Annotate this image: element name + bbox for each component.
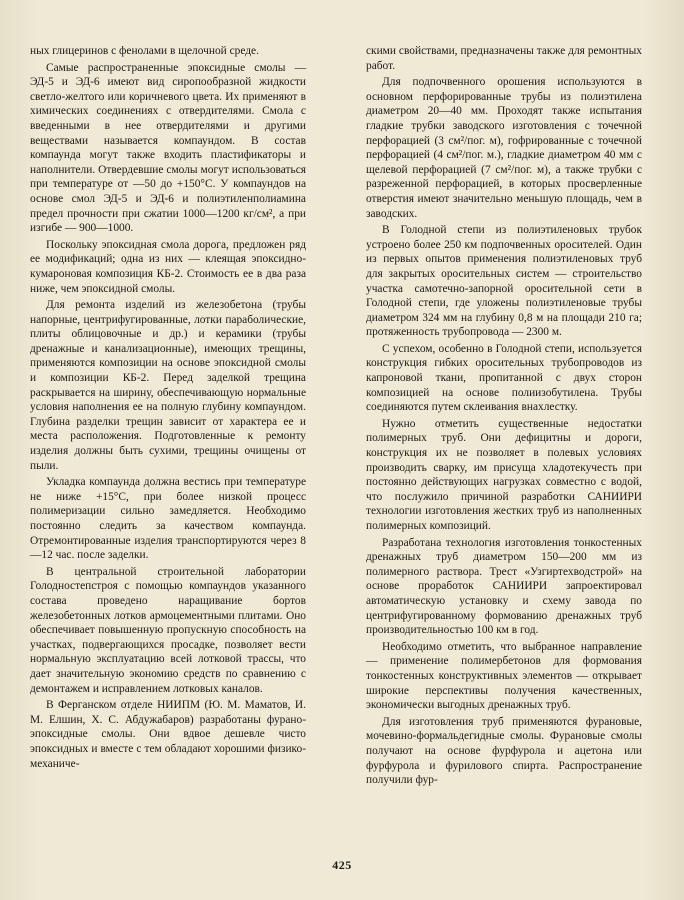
paragraph: ных глицеринов с фенолами в щелочной среде. (30, 45, 259, 57)
paragraph: Для изготовления труб применяются фурановые, мочевино-формальдегидные смолы. Фурановые смолы получают на основе фурфурола и ацетона или фурфурола и фурилового спирта. Распространение получили фур- (366, 715, 642, 787)
paragraph: В Ферганском отделе НИИПМ (Ю. М. Маматов, И. М. Елшин, Х. С. Абдужабаров) разработаны фурано-эпоксидные смолы. Они вдвое дешевле чисто эпоксидных и вместе с тем обладают хорошими физико-механиче- (30, 699, 306, 770)
paragraph: В Голодной степи из полиэтиленовых трубок устроено более 250 км подпочвенных оросителей. Один из первых опытов применения полиэтиленовых труб для закрытых оросительных систем — строительство участка самотечно-запорной оросительной сети в Голодной степи, где уложены полиэтиленовые трубы диаметром 324 мм на глубину 0,8 м на площади 210 га; протяженность трубопровода — 2300 м. (366, 224, 642, 339)
paragraph: Самые распространенные эпоксидные смолы — ЭД-5 и ЭД-6 имеют вид сиропообразной жидкости светло-желтого или коричневого цвета. Их применяют в химических соединениях с отвердителями. Смола с введенными в нее отвердителями и другими веществами называется компаундом. В состав компаунда могут также входить пластификаторы и наполнители. Отвердевшие смолы могут использоваться при температуре от —50 до +150°С. У компаундов на основе смол ЭД-5 и ЭД-6 и полиэтиленполиамина предел прочности при сжатии 1000—1200 кг/см², а при изгибе — 900—1000. (30, 61, 306, 235)
paragraph: Для ремонта изделий из железобетона (трубы напорные, центрифугированные, лотки параболические, плиты облицовочные и др.) и керамики (трубы дренажные и канализационные), имеющих трещины, применяются композиции на основе эпоксидной смолы и композиции КБ-2. Перед заделкой трещина раскрывается на ширину, обеспечивающую нормальные условия наполнения ее на полную глубину компаундом. Глубина разделки трещин зависит от характера ее и места расположения. Подготовленные к ремонту изделия должны быть сухими, трещины очищены от пыли. (30, 299, 306, 472)
right-column (366, 44, 642, 788)
page-number: 425 (332, 858, 352, 872)
paragraph: Укладка компаунда должна вестись при температуре не ниже +15°С, при более низкой процесс полимеризации сильно замедляется. Необходимо постоянно следить за качеством компаунда. Отремонтированные изделия транспортируются через 8—12 час. после заделки. (30, 476, 306, 562)
left-column (30, 44, 306, 771)
paragraph: скими свойствами, предназначены также для ремонтных работ. (366, 45, 642, 72)
paragraph: С успехом, особенно в Голодной степи, используется конструкция гибких оросительных трубопроводов из капроновой ткани, пропитанной с двух сторон композицией на основе полиизобутилена. Трубы соединяются путем склеивания внахлестку. (366, 342, 642, 414)
paragraph: Разработана технология изготовления тонкостенных дренажных труб диаметром 150—200 мм из полимерного раствора. Трест «Узгиртехводстрой» на основе проработок САНИИРИ запроектировал автоматическую установку и схему завода по центрифугированному формованию дренажных труб производительностью 100 км в год. (366, 536, 642, 637)
paragraph: В центральной строительной лаборатории Голодностепстроя с помощью компаундов указанного состава проведено наращивание бортов железобетонных лотков армоцементными плитами. Оно обеспечивает повышенную пропускную способность на участках, подвергающихся просадке, позволяет вести нормальную эксплуатацию всей лотковой трассы, что дает значительную экономию средств по сравнению с демонтажем и исправлением лотковых каналов. (30, 565, 306, 695)
paragraph: Поскольку эпоксидная смола дорога, предложен ряд ее модификаций; одна из них — клеящая эпоксидно-кумароновая композиция КБ-2. Стоимость ее в два раза ниже, чем эпоксидной смолы. (30, 238, 306, 295)
paragraph: Для подпочвенного орошения используются в основном перфорированные трубы из полиэтилена диаметром 20—40 мм. Проходят также испытания гладкие трубки заводского изготовления с точечной перфорацией (3 см²/пог. м), гофрированные с точечной перфорацией (4 см²/пог. м.), гладкие диаметром 40 мм с щелевой перфорацией (7 см²/пог. м), а также трубки с разреженной перфорацией, в которых просверленные отверстия имеют значительно меньшую площадь, чем в заводских. (366, 76, 642, 220)
paragraph: Нужно отметить существенные недостатки полимерных труб. Они дефицитны и дороги, конструкция их не позволяет в полевых условиях производить сварку, им присуща хладотекучесть при постоянно действующих нагрузках совместно с водой, что послужило причиной разработки САНИИРИ технологии изготовления жестких труб из наполненных полимерных композиций. (366, 417, 642, 532)
paragraph: Необходимо отметить, что выбранное направление — применение полимербетонов для формования тонкостенных конструктивных элементов — открывает широкие перспективы получения качественных, экономически выгодных дренажных труб. (366, 640, 642, 712)
